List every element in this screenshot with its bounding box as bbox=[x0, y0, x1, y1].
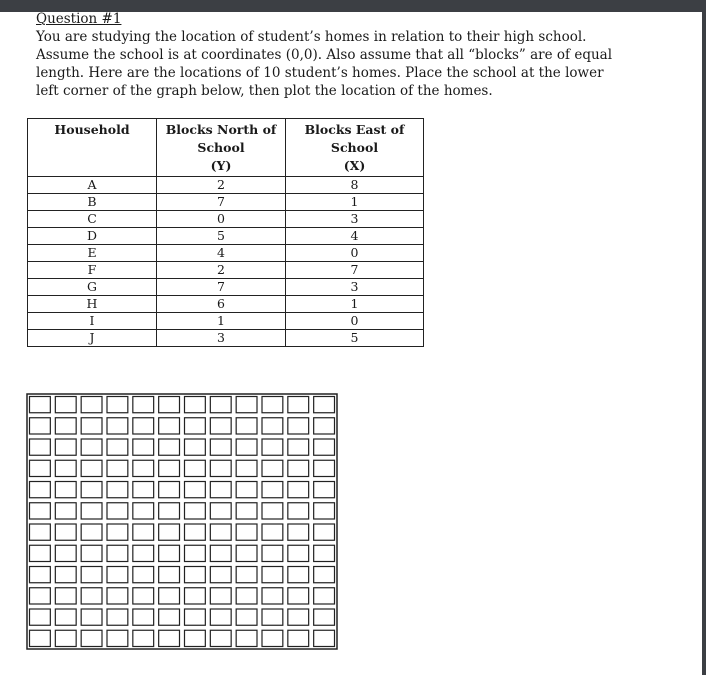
grid-cell bbox=[236, 397, 257, 413]
question-line: left corner of the graph below, then plot the location of the homes. bbox=[36, 83, 493, 99]
grid-cell bbox=[133, 588, 154, 604]
grid-cell bbox=[236, 439, 257, 455]
grid-cell bbox=[288, 524, 309, 540]
grid-cell bbox=[236, 482, 257, 498]
grid-cell bbox=[210, 439, 231, 455]
cell-household: F bbox=[28, 262, 157, 279]
grid-cell bbox=[133, 609, 154, 625]
cell-north: 7 bbox=[157, 279, 286, 296]
grid-cell bbox=[107, 609, 128, 625]
grid-cell bbox=[107, 482, 128, 498]
grid-cell bbox=[133, 460, 154, 476]
grid-cell bbox=[30, 567, 51, 583]
grid-cell bbox=[185, 567, 206, 583]
table-row bbox=[28, 262, 424, 279]
table-row bbox=[28, 228, 424, 245]
cell-household: B bbox=[28, 194, 157, 211]
grid-cell bbox=[314, 503, 335, 519]
header-north-line1: Blocks North of bbox=[165, 122, 277, 137]
cell-east: 7 bbox=[286, 262, 424, 279]
cell-east: 3 bbox=[286, 279, 424, 296]
table-row bbox=[28, 296, 424, 313]
window-right-edge bbox=[702, 12, 706, 675]
cell-north: 5 bbox=[157, 228, 286, 245]
grid-border bbox=[27, 394, 337, 649]
grid-cell bbox=[288, 439, 309, 455]
grid-cell bbox=[55, 588, 76, 604]
grid-cell bbox=[81, 545, 102, 561]
table-row bbox=[28, 330, 424, 347]
header-north-line2: School bbox=[197, 140, 245, 155]
grid-cell bbox=[236, 418, 257, 434]
grid-cell bbox=[288, 545, 309, 561]
grid-cell bbox=[314, 588, 335, 604]
grid-cell bbox=[30, 609, 51, 625]
grid-cell bbox=[288, 482, 309, 498]
grid-cell bbox=[30, 439, 51, 455]
grid-cell bbox=[236, 630, 257, 646]
grid-cell bbox=[185, 482, 206, 498]
header-north-line3: (Y) bbox=[210, 158, 232, 173]
grid-cell bbox=[288, 630, 309, 646]
question-line: length. Here are the locations of 10 student’s homes. Place the school at the lower bbox=[36, 65, 604, 81]
table-row bbox=[28, 177, 424, 194]
grid-cell bbox=[107, 567, 128, 583]
grid-cell bbox=[107, 439, 128, 455]
cell-east: 4 bbox=[286, 228, 424, 245]
grid-cell bbox=[55, 630, 76, 646]
header-blocks-north bbox=[157, 119, 286, 177]
grid-cell bbox=[81, 609, 102, 625]
grid-cell bbox=[288, 503, 309, 519]
grid-cell bbox=[30, 630, 51, 646]
grid-cell bbox=[55, 567, 76, 583]
grid-cell bbox=[107, 524, 128, 540]
grid-cell bbox=[30, 545, 51, 561]
grid-cell bbox=[314, 609, 335, 625]
grid-cell bbox=[262, 545, 283, 561]
grid-cell bbox=[262, 609, 283, 625]
grid-cell bbox=[159, 567, 180, 583]
grid-cell bbox=[185, 418, 206, 434]
cell-north: 0 bbox=[157, 211, 286, 228]
grid-cell bbox=[236, 567, 257, 583]
document-page bbox=[0, 12, 702, 675]
grid-cell bbox=[55, 418, 76, 434]
question-title: Question #1 bbox=[36, 11, 122, 27]
grid-cell bbox=[107, 418, 128, 434]
grid-cell bbox=[236, 588, 257, 604]
grid-cell bbox=[185, 397, 206, 413]
blank-graph-grid bbox=[26, 393, 340, 653]
grid-cell bbox=[81, 482, 102, 498]
grid-cell bbox=[81, 397, 102, 413]
cell-household: E bbox=[28, 245, 157, 262]
cell-household: A bbox=[28, 177, 157, 194]
grid-cell bbox=[133, 503, 154, 519]
grid-cell bbox=[159, 588, 180, 604]
cell-north: 1 bbox=[157, 313, 286, 330]
cell-east: 0 bbox=[286, 245, 424, 262]
grid-cell bbox=[81, 503, 102, 519]
grid-cell bbox=[133, 545, 154, 561]
grid-cell bbox=[210, 460, 231, 476]
cell-household: J bbox=[28, 330, 157, 347]
blank-graph-grid-area bbox=[26, 393, 340, 657]
grid-cell bbox=[236, 460, 257, 476]
grid-cell bbox=[314, 397, 335, 413]
grid-cell bbox=[210, 418, 231, 434]
grid-cell bbox=[30, 397, 51, 413]
grid-cell bbox=[81, 524, 102, 540]
grid-cell bbox=[81, 588, 102, 604]
grid-cell bbox=[185, 503, 206, 519]
grid-cell bbox=[236, 524, 257, 540]
grid-cell bbox=[210, 397, 231, 413]
grid-cell bbox=[262, 567, 283, 583]
grid-cell bbox=[133, 567, 154, 583]
grid-cell bbox=[210, 609, 231, 625]
grid-cell bbox=[262, 439, 283, 455]
grid-cell bbox=[133, 482, 154, 498]
table-row bbox=[28, 245, 424, 262]
grid-cell bbox=[55, 460, 76, 476]
grid-cell bbox=[30, 482, 51, 498]
header-blocks-east bbox=[286, 119, 424, 177]
grid-cell bbox=[314, 524, 335, 540]
header-household-label: Household bbox=[54, 122, 130, 137]
grid-cell bbox=[133, 397, 154, 413]
cell-household: G bbox=[28, 279, 157, 296]
grid-cell bbox=[159, 418, 180, 434]
grid-cell bbox=[185, 439, 206, 455]
table-row bbox=[28, 194, 424, 211]
header-east-line3: (X) bbox=[343, 158, 366, 173]
table-row bbox=[28, 279, 424, 296]
grid-cell bbox=[262, 460, 283, 476]
cell-east: 5 bbox=[286, 330, 424, 347]
cell-north: 3 bbox=[157, 330, 286, 347]
header-east-line1: Blocks East of bbox=[304, 122, 405, 137]
grid-cell bbox=[314, 460, 335, 476]
cell-east: 8 bbox=[286, 177, 424, 194]
cell-east: 0 bbox=[286, 313, 424, 330]
grid-cell bbox=[55, 524, 76, 540]
grid-cell bbox=[107, 460, 128, 476]
header-household bbox=[28, 119, 157, 177]
grid-cell bbox=[262, 588, 283, 604]
grid-cell bbox=[133, 630, 154, 646]
grid-cell bbox=[159, 545, 180, 561]
grid-cell bbox=[30, 503, 51, 519]
cell-household: D bbox=[28, 228, 157, 245]
grid-cell bbox=[107, 397, 128, 413]
grid-cell bbox=[262, 482, 283, 498]
grid-cell bbox=[30, 588, 51, 604]
grid-cell bbox=[185, 630, 206, 646]
table-row bbox=[28, 211, 424, 228]
grid-cell bbox=[314, 567, 335, 583]
grid-cell bbox=[236, 545, 257, 561]
grid-cell bbox=[30, 524, 51, 540]
grid-cell bbox=[210, 545, 231, 561]
cell-household: H bbox=[28, 296, 157, 313]
grid-cell bbox=[55, 439, 76, 455]
grid-cell bbox=[107, 503, 128, 519]
grid-cell bbox=[314, 482, 335, 498]
grid-cell bbox=[55, 397, 76, 413]
grid-cell bbox=[30, 418, 51, 434]
grid-cell bbox=[133, 418, 154, 434]
grid-cell bbox=[55, 503, 76, 519]
grid-cell bbox=[55, 609, 76, 625]
grid-cell bbox=[159, 482, 180, 498]
question-text bbox=[36, 28, 613, 100]
cell-north: 2 bbox=[157, 262, 286, 279]
grid-cell bbox=[262, 503, 283, 519]
grid-cell bbox=[159, 397, 180, 413]
grid-cell bbox=[185, 588, 206, 604]
grid-cell bbox=[262, 524, 283, 540]
grid-cell bbox=[314, 545, 335, 561]
grid-cell bbox=[210, 588, 231, 604]
grid-cell bbox=[185, 609, 206, 625]
grid-cell bbox=[288, 609, 309, 625]
grid-cell bbox=[107, 630, 128, 646]
grid-cell bbox=[210, 630, 231, 646]
grid-cell bbox=[81, 439, 102, 455]
cell-north: 6 bbox=[157, 296, 286, 313]
table-row bbox=[28, 313, 424, 330]
grid-cell bbox=[262, 630, 283, 646]
grid-cell bbox=[159, 460, 180, 476]
grid-cell bbox=[30, 460, 51, 476]
grid-cell bbox=[185, 460, 206, 476]
grid-cell bbox=[159, 609, 180, 625]
grid-cell bbox=[81, 460, 102, 476]
homes-table bbox=[27, 118, 424, 347]
grid-cell bbox=[210, 503, 231, 519]
grid-cell bbox=[159, 439, 180, 455]
cell-north: 7 bbox=[157, 194, 286, 211]
grid-cell bbox=[288, 460, 309, 476]
grid-cell bbox=[236, 609, 257, 625]
grid-cell bbox=[288, 418, 309, 434]
grid-cell bbox=[55, 482, 76, 498]
header-east-line2: School bbox=[330, 140, 379, 155]
grid-cell bbox=[185, 545, 206, 561]
cell-north: 2 bbox=[157, 177, 286, 194]
grid-cell bbox=[288, 567, 309, 583]
grid-cell bbox=[236, 503, 257, 519]
question-line: Assume the school is at coordinates (0,0). Also assume that all “blocks” are of equal bbox=[36, 47, 613, 63]
grid-cell bbox=[159, 524, 180, 540]
grid-cell bbox=[107, 588, 128, 604]
grid-cell bbox=[81, 630, 102, 646]
grid-cell bbox=[81, 418, 102, 434]
cell-east: 1 bbox=[286, 296, 424, 313]
grid-cell bbox=[314, 439, 335, 455]
grid-cell bbox=[288, 397, 309, 413]
cell-east: 3 bbox=[286, 211, 424, 228]
cell-north: 4 bbox=[157, 245, 286, 262]
grid-cell bbox=[133, 524, 154, 540]
grid-cell bbox=[159, 630, 180, 646]
grid-cell bbox=[314, 630, 335, 646]
grid-cell bbox=[133, 439, 154, 455]
grid-cell bbox=[185, 524, 206, 540]
grid-cell bbox=[107, 545, 128, 561]
question-line: You are studying the location of student’s homes in relation to their high school. bbox=[36, 29, 587, 45]
table-header-row bbox=[28, 119, 424, 177]
grid-cell bbox=[262, 418, 283, 434]
grid-cell bbox=[210, 524, 231, 540]
cell-household: C bbox=[28, 211, 157, 228]
grid-cell bbox=[210, 567, 231, 583]
grid-cell bbox=[262, 397, 283, 413]
grid-cell bbox=[314, 418, 335, 434]
grid-cell bbox=[55, 545, 76, 561]
cell-east: 1 bbox=[286, 194, 424, 211]
grid-cell bbox=[288, 588, 309, 604]
grid-cell bbox=[210, 482, 231, 498]
grid-cell bbox=[81, 567, 102, 583]
cell-household: I bbox=[28, 313, 157, 330]
grid-cell bbox=[159, 503, 180, 519]
